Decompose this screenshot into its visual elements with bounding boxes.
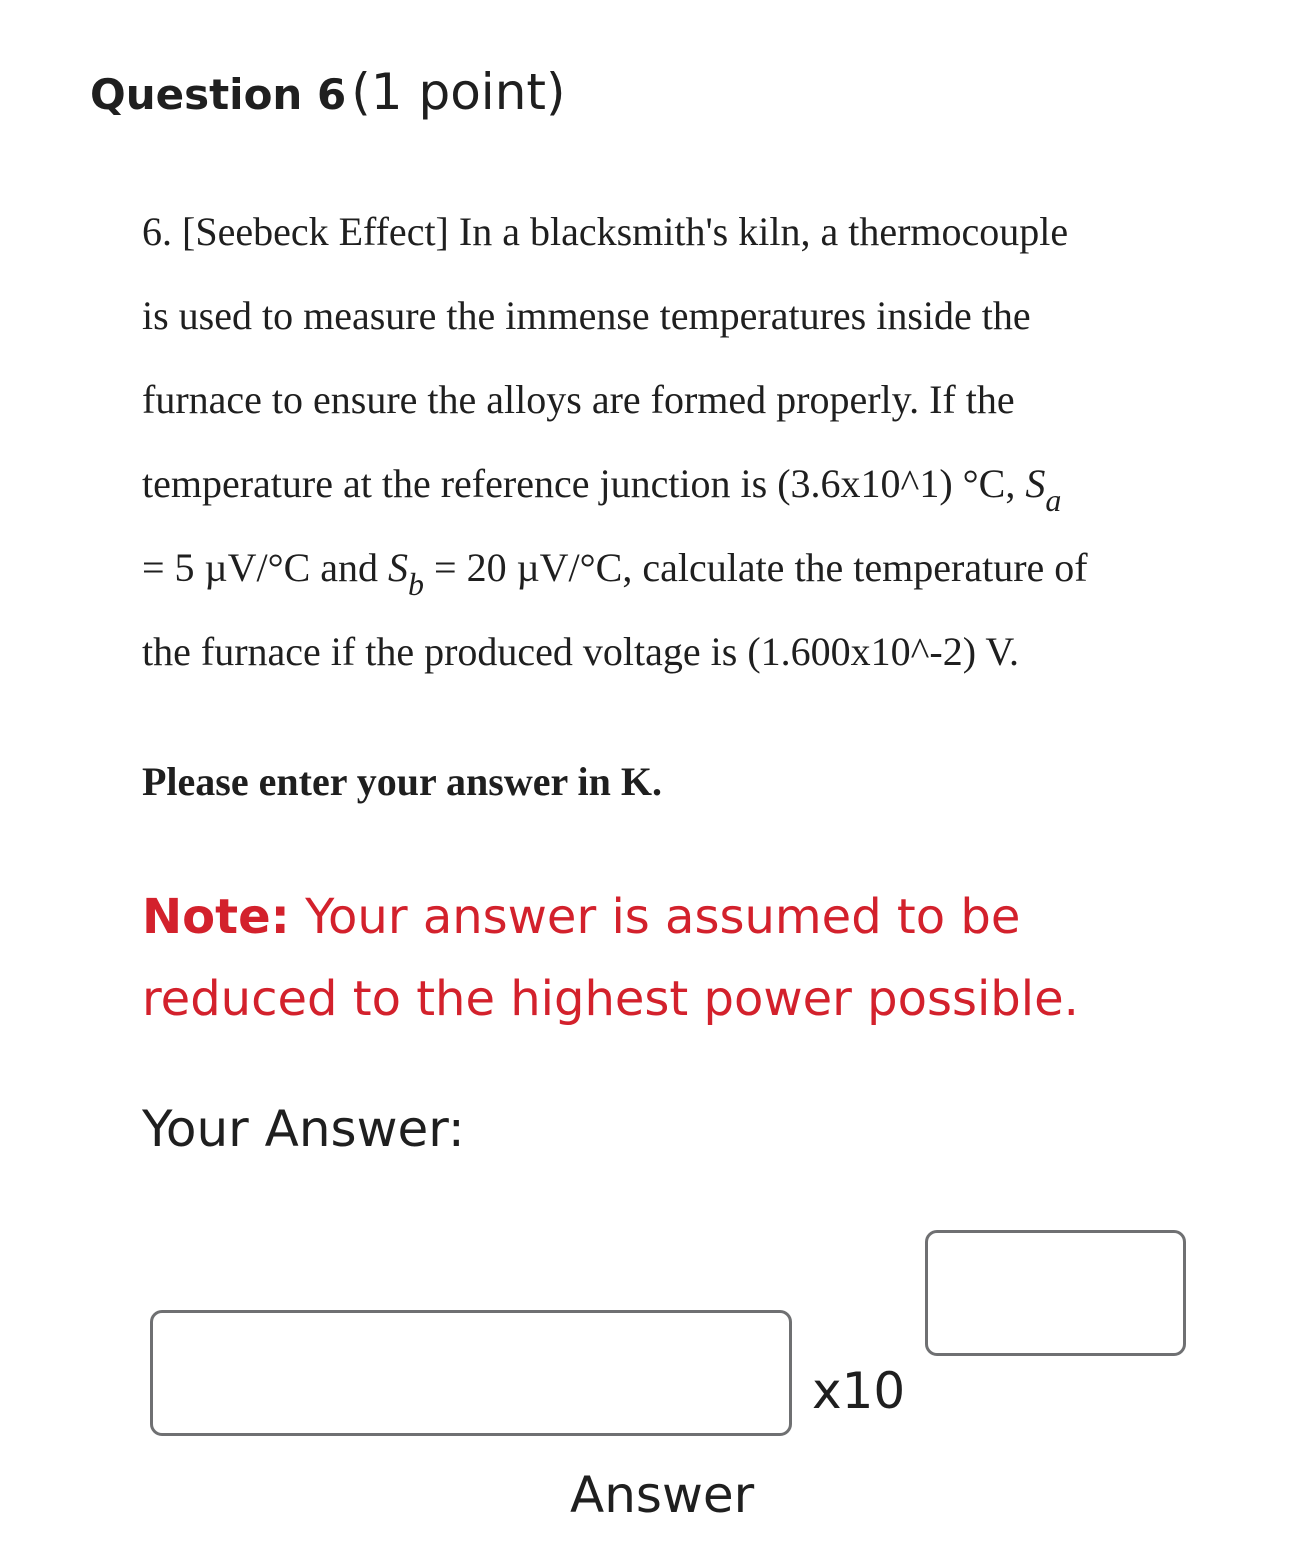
seebeck-subscript-b: b: [408, 566, 425, 602]
seebeck-subscript-a: a: [1045, 482, 1062, 518]
note-block: [142, 876, 1079, 1040]
problem-line-3: furnace to ensure the alloys are formed properly. If the: [142, 377, 1015, 422]
exponent-input[interactable]: [925, 1230, 1186, 1356]
problem-line-6: the furnace if the produced voltage is (1.600x10^-2) V.: [142, 629, 1020, 674]
note-label: Note:: [142, 889, 290, 945]
mantissa-input[interactable]: [150, 1310, 792, 1436]
problem-line-4: [142, 442, 1242, 526]
problem-line-1: 6. [Seebeck Effect] In a blacksmith's kiln, a thermocouple: [142, 209, 1069, 254]
problem-line-5-end: = 20 µV/°C, calculate the temperature of: [424, 545, 1088, 590]
seebeck-symbol-b: S: [388, 545, 409, 590]
problem-line-2: is used to measure the immense temperatures inside the: [142, 293, 1031, 338]
note-line-1: [142, 876, 1079, 958]
problem-line-5-start: = 5 µV/°C and: [142, 545, 389, 590]
question-header: [90, 62, 566, 122]
seebeck-symbol-a: S: [1025, 461, 1046, 506]
times-ten-label: x10: [812, 1362, 906, 1420]
answer-caption: Answer: [570, 1466, 755, 1524]
problem-line-4-text: temperature at the reference junction is (3.6x10^1) °C,: [142, 461, 1026, 506]
your-answer-heading: Your Answer:: [142, 1100, 465, 1158]
question-points: (1 point): [351, 63, 566, 121]
question-title: Question 6: [90, 70, 347, 119]
problem-line-5: [142, 526, 1242, 610]
problem-statement: [142, 190, 1242, 694]
note-line-2: reduced to the highest power possible.: [142, 971, 1079, 1027]
units-instruction: Please enter your answer in K.: [142, 759, 662, 804]
note-line-1-text: Your answer is assumed to be: [289, 889, 1021, 945]
